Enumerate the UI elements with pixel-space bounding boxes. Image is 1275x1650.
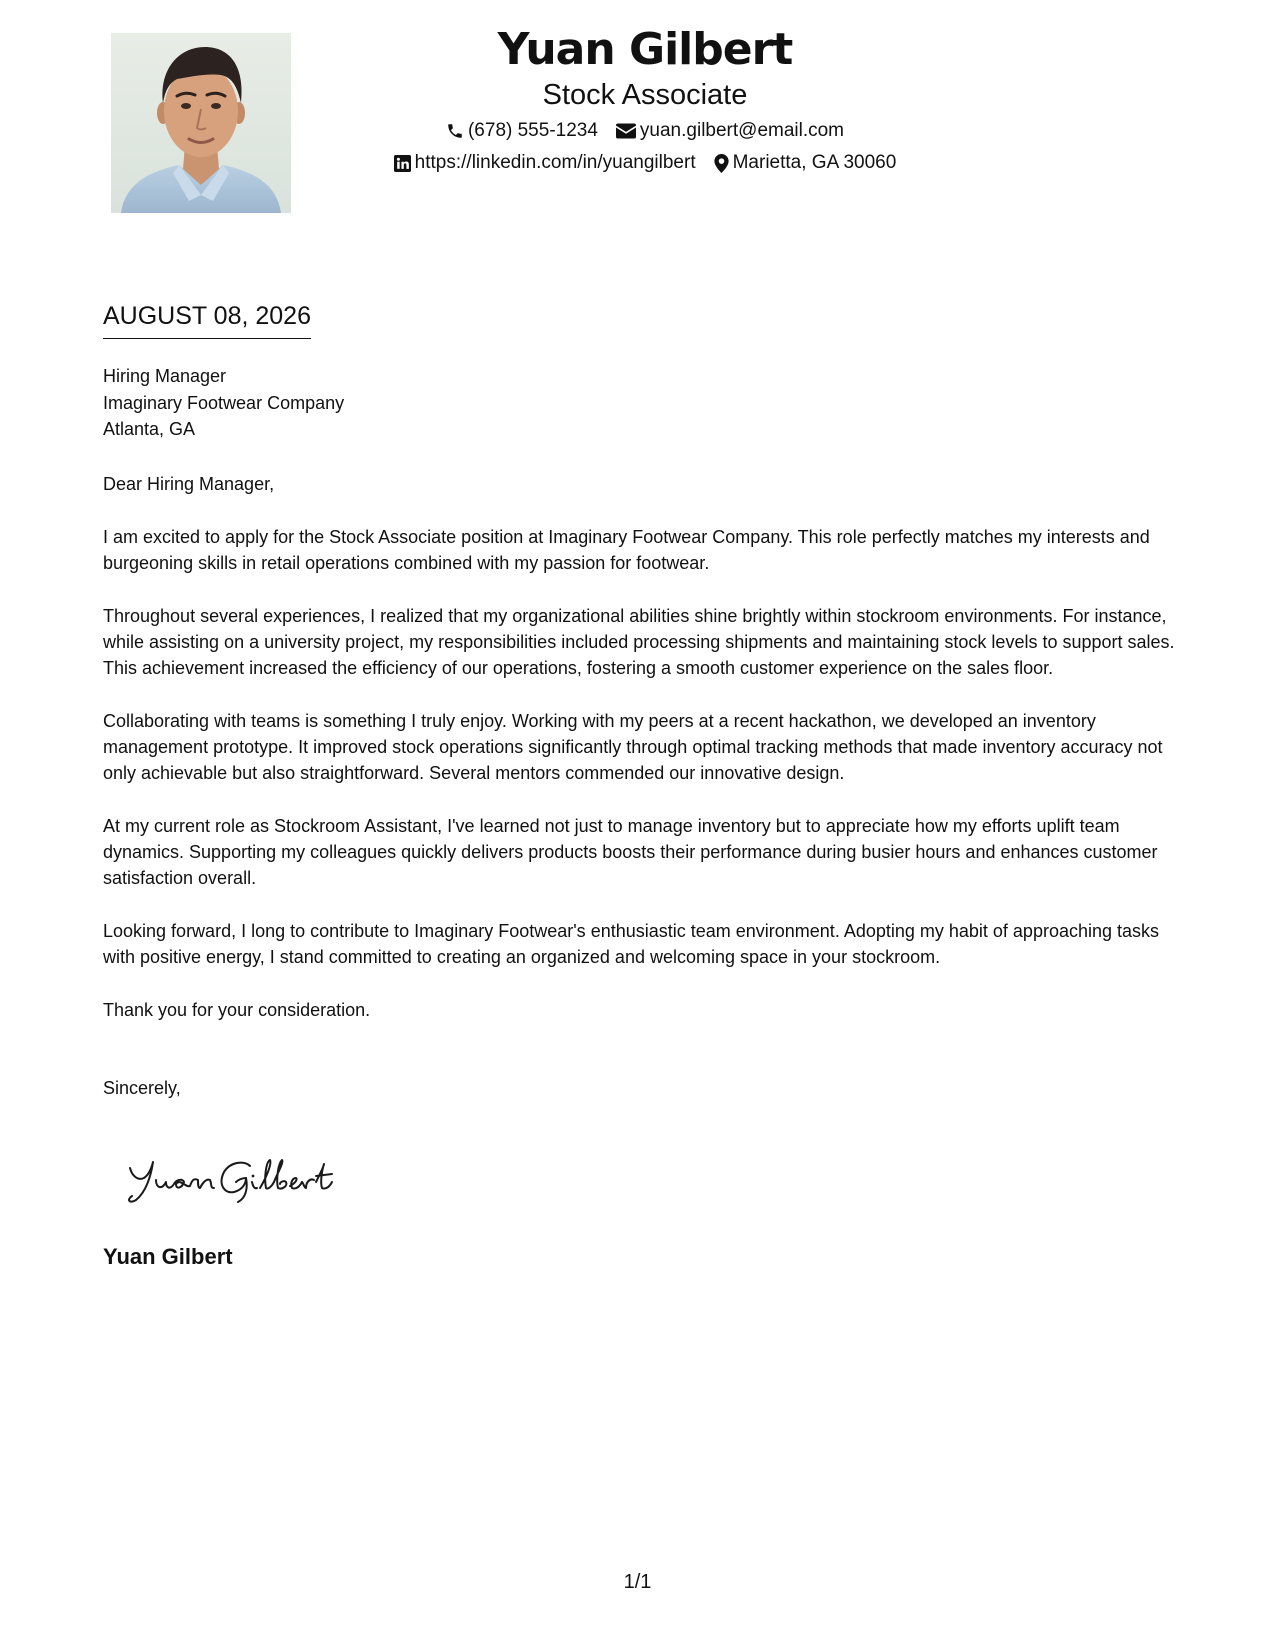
linkedin-contact[interactable] — [394, 151, 696, 175]
email-contact[interactable] — [616, 119, 844, 143]
letter-body — [103, 300, 1178, 1101]
letter-date: AUGUST 08, 2026 — [103, 300, 311, 339]
recipient-company: Imaginary Footwear Company — [103, 392, 345, 413]
contact-row-secondary — [330, 151, 960, 175]
body-paragraph: Throughout several experiences, I realized that my organizational abilities shine brightly within stockroom environments. For instance, while assisting on a university project, my responsibilities included processing shipments and maintaining stock levels to support sales. This achievement increased the efficiency of our operations, fostering a smooth customer experience on the sales floor. — [103, 605, 1175, 678]
phone-number: (678) 555-1234 — [467, 120, 598, 141]
map-pin-icon — [714, 154, 729, 173]
envelope-icon — [616, 123, 636, 139]
recipient-name: Hiring Manager — [103, 366, 227, 386]
body-paragraph: At my current role as Stockroom Assistant, I've learned not just to manage inventory but to appreciate how my efforts uplift team dynamics. Supporting my colleagues quickly delivers products boosts their performance during busier hours and enhances customer satisfaction overall. — [103, 815, 1158, 888]
closing-line: Sincerely, — [103, 1077, 181, 1098]
body-paragraph: Looking forward, I long to contribute to Imaginary Footwear's enthusiastic team environment. Adopting my habit of approaching tasks with positive energy, I stand committed to creating an organized and welcoming space in your stockroom. — [103, 920, 1160, 967]
email-address: yuan.gilbert@email.com — [639, 120, 845, 141]
profile-photo — [111, 33, 291, 213]
header — [330, 22, 960, 175]
salutation: Dear Hiring Manager, — [103, 473, 275, 494]
thanks-line: Thank you for your consideration. — [103, 999, 371, 1020]
body-paragraph: I am excited to apply for the Stock Associate position at Imaginary Footwear Company. This role perfectly matches my interests and burgeoning skills in retail operations combined with my passion for footwear. — [103, 526, 1150, 573]
body-paragraph: Collaborating with teams is something I truly enjoy. Working with my peers at a recent hackathon, we developed an inventory management prototype. It improved stock operations significantly through optimal tracking methods that made inventory accuracy not only achievable but also straightforward. Several mentors commended our innovative design. — [103, 710, 1163, 783]
applicant-name: Yuan Gilbert — [497, 24, 793, 75]
location-text: Marietta, GA 30060 — [732, 152, 897, 173]
recipient-block — [103, 363, 1178, 443]
linkedin-url: https://linkedin.com/in/yuangilbert — [414, 152, 696, 173]
phone-contact[interactable] — [446, 119, 598, 143]
page-number: 1/1 — [623, 1571, 652, 1593]
signature-image — [120, 1148, 350, 1208]
contact-row-primary — [330, 119, 960, 143]
phone-icon — [446, 122, 464, 140]
linkedin-icon — [394, 155, 411, 172]
signer-name: Yuan Gilbert — [103, 1244, 233, 1269]
recipient-location: Atlanta, GA — [103, 419, 196, 439]
job-title: Stock Associate — [542, 79, 748, 111]
location-contact — [714, 151, 897, 175]
